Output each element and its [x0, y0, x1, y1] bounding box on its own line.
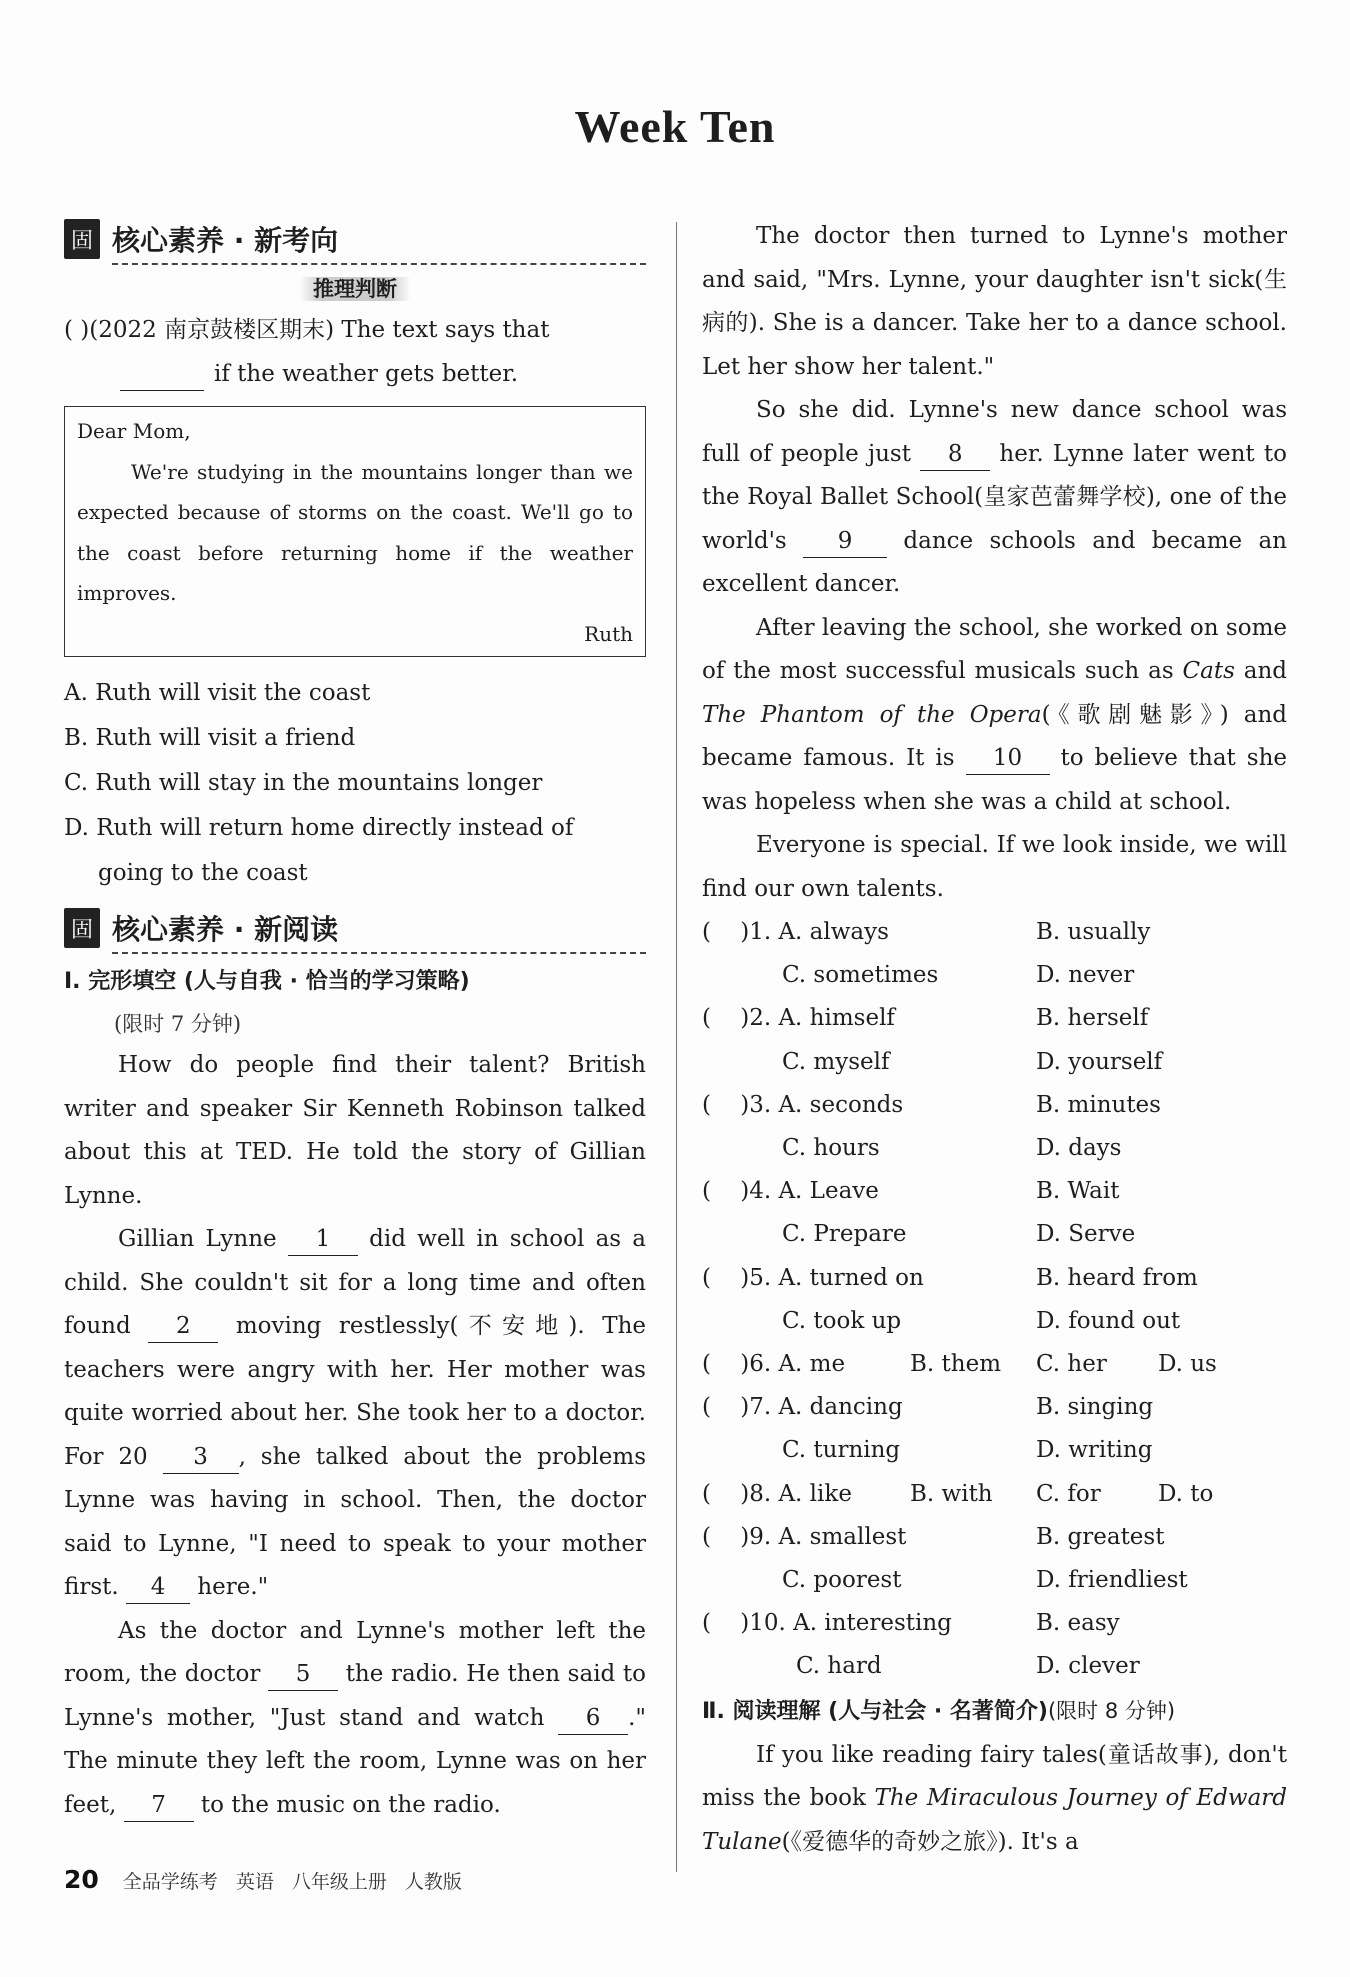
cloze-blank-1[interactable]: 1 — [288, 1223, 358, 1256]
question-7[interactable]: ( )7. A. dancing B. singing — [702, 1394, 1154, 1421]
question-9[interactable]: ( )9. A. smallest B. greatest — [702, 1523, 1165, 1550]
right-column — [702, 215, 1287, 1864]
option-b: B. Ruth will visit a friend — [64, 725, 356, 751]
part2-time-note: (限时 8 分钟) — [1047, 1698, 1176, 1723]
letter-greeting: Dear Mom, — [77, 419, 191, 443]
letter-box — [64, 406, 646, 657]
question-2-more[interactable]: C. myself D. yourself — [782, 1048, 1163, 1075]
section-badge-icon: 固 — [64, 908, 100, 948]
section-header-new-exam — [64, 215, 646, 263]
page-title: Week Ten — [574, 101, 776, 152]
question-4-more[interactable]: C. Prepare D. Serve — [782, 1221, 1136, 1248]
question-7-more[interactable]: C. turning D. writing — [782, 1437, 1153, 1464]
skill-subhead: 推理判断 — [64, 273, 646, 303]
passage-paragraph-8: If you like reading fairy tales(童话故事), don't miss the book The Miraculous Journey of Edward Tulane(《爱德华的奇妙之旅》). It's a — [702, 1741, 1288, 1855]
question-10[interactable]: ( )10. A. interesting B. easy — [702, 1610, 1120, 1637]
cloze-blank-6[interactable]: 6 — [558, 1702, 628, 1735]
question-9-more[interactable]: C. poorest D. friendliest — [782, 1567, 1188, 1594]
question-5-more[interactable]: C. took up D. found out — [782, 1307, 1181, 1334]
question-1-more[interactable]: C. sometimes D. never — [782, 962, 1135, 989]
question-4[interactable]: ( )4. A. Leave B. Wait — [702, 1178, 1120, 1205]
dashed-rule — [112, 263, 646, 265]
cloze-blank-4[interactable]: 4 — [126, 1571, 190, 1604]
dashed-rule — [112, 952, 646, 954]
section-title: 核心素养 · 新阅读 — [112, 913, 339, 946]
cloze-blank-5[interactable]: 5 — [268, 1658, 338, 1691]
answer-blank[interactable] — [120, 358, 204, 391]
option-d: D. Ruth will return home directly instead of going to the coast — [64, 815, 574, 886]
part2-title: Ⅱ. 阅读理解 (人与社会 · 名著简介)(限时 8 分钟) — [702, 1698, 1176, 1724]
cloze-options — [702, 911, 1287, 1689]
question-8[interactable]: ( )8. A. like B. with C. for D. to — [702, 1480, 1214, 1507]
passage-paragraph-7: Everyone is special. If we look inside, we will find our own talents. — [702, 832, 1287, 902]
cloze-blank-7[interactable]: 7 — [124, 1789, 194, 1822]
question-3-more[interactable]: C. hours D. days — [782, 1135, 1122, 1162]
option-a: A. Ruth will visit the coast — [64, 680, 371, 706]
passage-paragraph-5: So she did. Lynne's new dance school was full of people just 8 her. Lynne later went to the Royal Ballet School(皇家芭蕾舞学校), one of the world's 9 dance schools and became an excellent dancer. — [702, 397, 1287, 597]
passage-paragraph-2: Gillian Lynne 1 did well in school as a child. She couldn't sit for a long time and often found 2 moving restlessly(不安地). The teachers were angry with her. Her mother was quite worried about her. She took her to a doctor. For 20 3 , she talked about the problems Lynne was having in school. Then, the doctor said to Lynne, "I need to speak to your mother first. 4 here." — [64, 1218, 646, 1610]
question-10-more[interactable]: C. hard D. clever — [796, 1653, 1140, 1680]
section-title: 核心素养 · 新考向 — [112, 224, 339, 257]
question-3[interactable]: ( )3. A. seconds B. minutes — [702, 1091, 1161, 1118]
page-number: 20 — [64, 1865, 99, 1894]
passage-paragraph-1: How do people find their talent? British writer and speaker Sir Kenneth Robinson talked about this at TED. He told the story of Gillian Lynne. — [64, 1052, 646, 1209]
cloze-blank-10[interactable]: 10 — [966, 742, 1050, 775]
left-column — [64, 215, 646, 1827]
part1-time-note: (限时 7 分钟) — [114, 1012, 242, 1036]
section-header-new-reading — [64, 904, 646, 952]
cloze-blank-3[interactable]: 3 — [163, 1441, 239, 1474]
question-2[interactable]: ( )2. A. himself B. herself — [702, 1005, 1149, 1032]
section-badge-icon: 固 — [64, 219, 100, 259]
passage-paragraph-4: The doctor then turned to Lynne's mother and said, "Mrs. Lynne, your daughter isn't sick(生病的). She is a dancer. Take her to a dance school. Let her show her talent." — [702, 223, 1287, 380]
passage-paragraph-3: As the doctor and Lynne's mother left the room, the doctor 5 the radio. He then said to Lynne's mother, "Just stand and watch 6 ." The minute they left the room, Lynne was on her feet, 7 to the music on the radio. — [64, 1610, 646, 1828]
column-divider — [676, 222, 677, 1872]
cloze-blank-9[interactable]: 9 — [803, 525, 887, 558]
question-5[interactable]: ( )5. A. turned on B. heard from — [702, 1264, 1198, 1291]
letter-body: We're studying in the mountains longer than we expected because of storms on the coast. We'll go to the coast before returning home if the weather improves. — [77, 459, 633, 605]
grade-name: 八年级上册 — [291, 1871, 387, 1893]
question-6[interactable]: ( )6. A. me B. them C. her D. us — [702, 1351, 1217, 1378]
subject-name: 英语 — [235, 1871, 274, 1893]
cloze-blank-8[interactable]: 8 — [920, 438, 990, 471]
letter-signature: Ruth — [584, 621, 633, 646]
option-c: C. Ruth will stay in the mountains longer — [64, 770, 543, 796]
page-footer — [64, 1865, 462, 1894]
part1-title: Ⅰ. 完形填空 (人与自我 · 恰当的学习策略) — [64, 969, 470, 994]
edition-name: 人教版 — [404, 1871, 462, 1893]
question-1[interactable]: ( )1. A. always B. usually — [702, 919, 1151, 945]
question-stem: ( )(2022 南京鼓楼区期末) The text says that if the weather gets better. — [64, 309, 646, 396]
passage-paragraph-6: After leaving the school, she worked on some of the most successful musicals such as Cats and The Phantom of the Opera(《歌剧魅影》) and became famous. It is 10 to believe that she was hopeless when she was a child at school. — [702, 614, 1288, 815]
series-name: 全品学练考 — [122, 1871, 218, 1893]
cloze-blank-2[interactable]: 2 — [148, 1310, 218, 1343]
